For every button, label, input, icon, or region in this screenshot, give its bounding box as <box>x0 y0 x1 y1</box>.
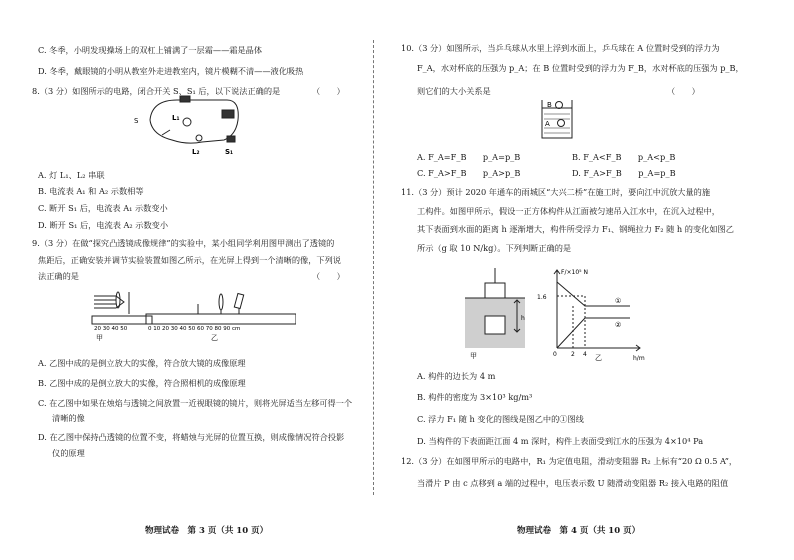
q8-option-c: C. 断开 S₁ 后，电流表 A₁ 示数变小 <box>38 203 168 213</box>
left-page-footer: 物理试卷 第 3 页（共 10 页） <box>145 526 269 536</box>
q9-option-d-cont: 仪的原理 <box>52 448 85 458</box>
q11-option-c: C. 浮力 F₁ 随 h 变化的图线是图乙中的①图线 <box>417 414 584 424</box>
q10-option-d: D. F_A>F_B p_A=p_B <box>572 168 676 178</box>
q12-stem-line1: 12.（3 分）在如图甲所示的电路中，R₁ 为定值电阻，滑动变阻器 R₂ 上标有“20 Ω 0.5 A”， <box>401 456 738 466</box>
q9-label-yi: 乙 <box>211 334 218 342</box>
q10-option-c: C. F_A>F_B p_A>p_B <box>417 168 521 178</box>
q9-option-c-cont: 清晰的像 <box>52 413 85 423</box>
q11-tick-1-6: 1.6 <box>537 294 547 301</box>
q8-label-l1: L₁ <box>172 114 180 122</box>
q11-option-d: D. 当构件的下表面距江面 4 m 深时，构件上表面受到江水的压强为 4×10⁴ Pa <box>417 436 704 446</box>
q10-cup-figure <box>539 98 575 142</box>
q9-option-b: B. 乙图中成的是倒立放大的实像，符合照相机的成像原理 <box>38 378 246 388</box>
q11-stem-line4: 所示（g 取 10 N/kg）。下列判断正确的是 <box>417 243 572 253</box>
q11-stem-line3: 其下表面到水面的距离 h 逐渐增大，构件所受浮力 F₁、钢绳拉力 F₂ 随 h 的变化如图乙 <box>417 224 734 234</box>
q8-option-b: B. 电流表 A₁ 和 A₂ 示数相等 <box>38 186 144 196</box>
q11-option-b: B. 构件的密度为 3×10³ kg/m³ <box>417 392 533 402</box>
q11-tick-0: 0 <box>553 351 557 358</box>
q9-option-d: D. 在乙图中保持凸透镜的位置不变，将蜡烛与光屏的位置互换，则成像情况符合投影 <box>38 432 345 442</box>
q10-stem-line1: 10.（3 分）如图所示，当乒乓球从水里上浮到水面上，乒乓球在 A 位置时受到的浮力为 <box>401 43 720 53</box>
q9-stem-line1: 9.（3 分）在做“探究凸透镜成像规律”的实验中，某小组同学利用图甲测出了透镜的 <box>32 238 335 248</box>
q11-x-axis-label: h/m <box>633 355 645 362</box>
q11-tick-4: 4 <box>583 351 587 358</box>
q10-label-b: B <box>547 101 552 109</box>
q10-stem-line2: F_A，水对杯底的压强为 p_A；在 B 位置时受到的浮力为 F_B，水对杯底的压强为 p_B， <box>417 63 744 73</box>
q9-option-a: A. 乙图中成的是倒立放大的实像，符合放大镜的成像原理 <box>38 358 246 368</box>
q11-label-h: h <box>521 315 525 322</box>
q8-stem: 8.（3 分）如图所示的电路，闭合开关 S、S₁ 后，以下说法正确的是 <box>32 86 281 96</box>
q10-option-a: A. F_A=F_B p_A=p_B <box>417 152 521 162</box>
q12-stem-line2: 当滑片 P 由 c 点移到 a 端的过程中，电压表示数 U 随滑动变阻器 R₂ 接入电路的阻值 <box>417 478 729 488</box>
q8-label-s1: S₁ <box>225 148 234 156</box>
right-page-footer: 物理试卷 第 4 页（共 10 页） <box>517 526 641 536</box>
q9-ruler-jia: 20 30 40 50 <box>94 326 128 332</box>
q11-tick-2: 2 <box>571 351 575 358</box>
q11-stem-line2: 工构件。如图甲所示，假设一正方体构件从江面被匀速吊入江水中，在沉入过程中， <box>417 206 720 216</box>
q9-lens-figure <box>86 286 296 342</box>
q8-answer-paren: （ ） <box>312 86 345 96</box>
q11-stem-line1: 11.（3 分）预计 2020 年通车的雨城区“大兴二桥”在施工时，要向江中沉放大量的施 <box>401 187 711 197</box>
q9-label-jia: 甲 <box>96 334 103 342</box>
q11-curve-1-label: ① <box>615 297 622 305</box>
q7-option-d: D. 冬季，戴眼镜的小明从教室外走进教室内，镜片模糊不清——液化吸热 <box>38 66 304 76</box>
q9-option-c: C. 在乙图中如果在烛焰与透镜之间放置一近视眼镜的镜片，则将光屏适当左移可得一个 <box>38 398 353 408</box>
q8-circuit-figure <box>132 90 252 160</box>
q10-answer-paren: （ ） <box>667 86 700 96</box>
q8-option-a: A. 灯 L₁、L₂ 串联 <box>38 170 105 180</box>
q9-answer-paren: （ ） <box>312 271 345 281</box>
q11-curve-2-label: ② <box>615 321 622 329</box>
q9-stem-line3: 法正确的是 <box>38 271 79 281</box>
q8-label-l2: L₂ <box>192 148 200 156</box>
q10-option-b: B. F_A<F_B p_A<p_B <box>572 152 676 162</box>
q11-label-yi: 乙 <box>595 354 602 362</box>
q8-label-s: S <box>134 117 139 125</box>
q11-label-jia: 甲 <box>470 352 477 360</box>
q9-ruler-yi: 0 10 20 30 40 50 60 70 80 90 cm <box>148 326 241 332</box>
q11-figure <box>465 258 665 362</box>
q7-option-c: C. 冬季，小明发现操场上的双杠上铺满了一层霜——霜是晶体 <box>38 45 263 55</box>
q11-option-a: A. 构件的边长为 4 m <box>417 371 496 381</box>
q11-y-axis-label: F/×10⁵ N <box>561 269 588 276</box>
q8-option-d: D. 断开 S₁ 后，电流表 A₂ 示数变小 <box>38 220 169 230</box>
q10-stem-line3: 则它们的大小关系是 <box>417 86 491 96</box>
right-page <box>397 0 794 560</box>
q9-stem-line2: 焦距后，正确安装并调节实验装置如图乙所示，在光屏上得到一个清晰的像，下列说 <box>38 255 341 265</box>
q10-label-a: A <box>545 120 550 128</box>
